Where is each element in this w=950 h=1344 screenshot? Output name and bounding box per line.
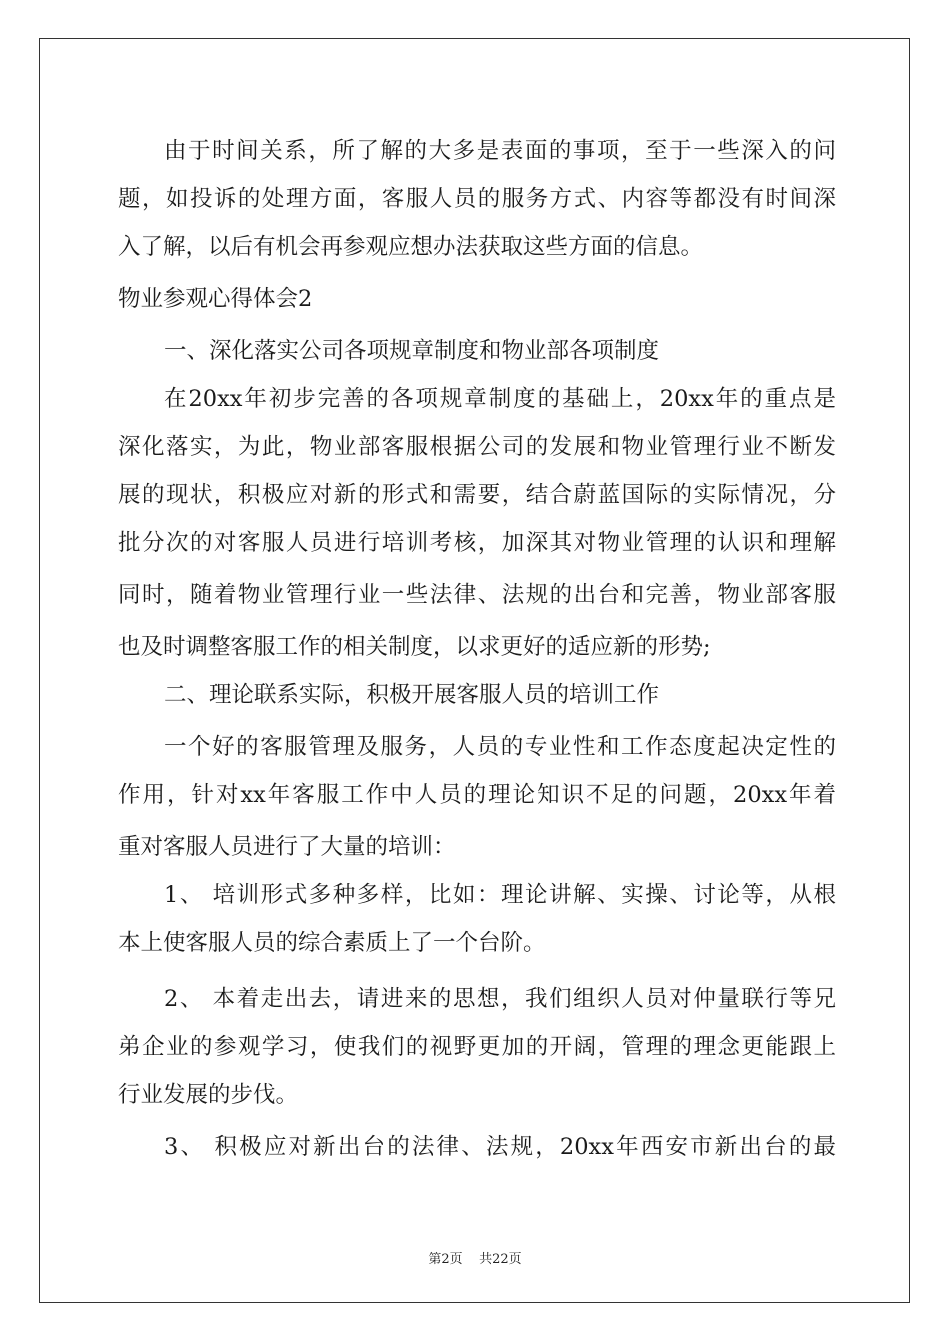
section-heading: 二、理论联系实际，积极开展客服人员的培训工作 <box>164 682 660 708</box>
section-heading: 一、深化落实公司各项规章制度和物业部各项制度 <box>164 338 660 364</box>
paragraph-line: 批分次的对客服人员进行培训考核，加深其对物业管理的认识和理解 <box>118 530 836 556</box>
paragraph-line: 由于时间关系，所了解的大多是表面的事项，至于一些深入的问 <box>164 138 836 164</box>
list-item-line: 本上使客服人员的综合素质上了一个台阶。 <box>118 930 546 956</box>
list-item-line: 1、 培训形式多种多样，比如：理论讲解、实操、讨论等，从根 <box>164 882 836 908</box>
list-item-line: 2、 本着走出去，请进来的思想，我们组织人员对仲量联行等兄 <box>164 986 836 1012</box>
section-title: 物业参观心得体会2 <box>118 286 313 312</box>
page-total: 共22页 <box>479 1252 522 1267</box>
page-footer <box>0 1248 950 1267</box>
paragraph-line: 也及时调整客服工作的相关制度，以求更好的适应新的形势; <box>118 634 711 660</box>
paragraph-line: 在20xx年初步完善的各项规章制度的基础上，20xx年的重点是 <box>164 386 836 412</box>
list-item-line: 3、 积极应对新出台的法律、法规，20xx年西安市新出台的最 <box>164 1134 836 1160</box>
paragraph-line: 展的现状，积极应对新的形式和需要，结合蔚蓝国际的实际情况，分 <box>118 482 836 508</box>
paragraph-line: 重对客服人员进行了大量的培训： <box>118 834 456 860</box>
paragraph-line: 同时，随着物业管理行业一些法律、法规的出台和完善，物业部客服 <box>118 582 836 608</box>
paragraph-line: 一个好的客服管理及服务，人员的专业性和工作态度起决定性的 <box>164 734 836 760</box>
page-border <box>39 38 910 1303</box>
paragraph-line: 深化落实，为此，物业部客服根据公司的发展和物业管理行业不断发 <box>118 434 836 460</box>
page-number: 第2页 <box>428 1252 463 1267</box>
paragraph-line: 题，如投诉的处理方面，客服人员的服务方式、内容等都没有时间深 <box>118 186 836 212</box>
paragraph-line: 入了解，以后有机会再参观应想办法获取这些方面的信息。 <box>118 234 704 260</box>
list-item-line: 行业发展的步伐。 <box>118 1082 299 1108</box>
list-item-line: 弟企业的参观学习，使我们的视野更加的开阔，管理的理念更能跟上 <box>118 1034 836 1060</box>
paragraph-line: 作用，针对xx年客服工作中人员的理论知识不足的问题，20xx年着 <box>118 782 836 808</box>
